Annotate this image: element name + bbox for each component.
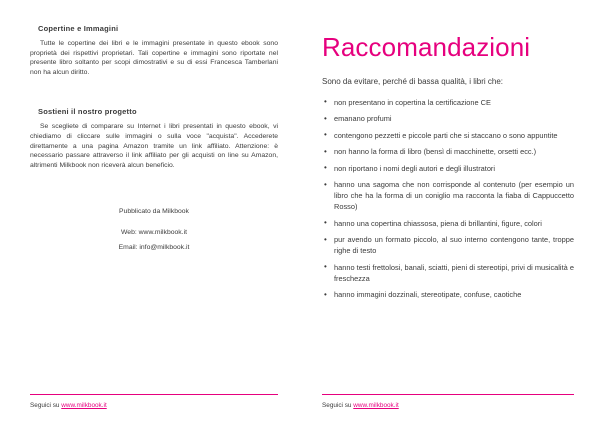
footer-link-left[interactable]: www.milkbook.it [61, 402, 107, 409]
left-footer [0, 394, 300, 409]
footer-prefix-left: Seguici su [30, 402, 62, 409]
publisher-line: Pubblicato da Milkbook [119, 208, 189, 216]
list-item: • non hanno la forma di libro (bensì di macchinette, orsetti ecc.) [322, 146, 574, 157]
spacer [30, 174, 278, 194]
spacer [30, 81, 278, 101]
footer-link-right[interactable]: www.milkbook.it [353, 402, 399, 409]
list-item: • hanno testi frettolosi, banali, sciatti, pieni di stereotipi, privi di musicalità e freschezza [322, 262, 574, 284]
footer-prefix-right: Seguici su [322, 402, 354, 409]
page-title: Raccomandazioni [322, 32, 531, 62]
list-item: • hanno immagini dozzinali, stereotipate, confuse, caotiche [322, 289, 574, 300]
list-item: • hanno una sagoma che non corrisponde al contenuto (per esempio un libro che ha la forma di un coniglio ma racconta la fiaba di Cappuccetto Rosso) [322, 179, 574, 212]
section-heading-sostieni: Sostieni il nostro progetto [38, 107, 137, 117]
section-paragraph-sostieni: Se scegliete di comparare su Internet i libri presentati in questo ebook, vi chiediamo di cliccare sulle immagini o sulla voce "acquista". Accederete direttamente a una pagina Amazon tramite un link affiliato. Attenzione: è necessario passare attraverso il link affiliato per gli acquisti on line su Amazon, altrimenti Milkbook non riceverà alcun beneficio. [30, 123, 278, 169]
list-item: • hanno una copertina chiassosa, piena di brillantini, figure, colori [322, 218, 574, 229]
right-page [300, 0, 600, 425]
spacer [30, 194, 278, 206]
list-item: • pur avendo un formato piccolo, al suo interno contengono tante, troppe righe di testo [322, 234, 574, 256]
footer-text-right [322, 402, 574, 409]
spacer [30, 217, 278, 227]
list-item: • contengono pezzetti e piccole parti che si staccano o sono appuntite [322, 130, 574, 141]
section-heading-copertine: Copertine e Immagini [38, 24, 119, 33]
list-item: • emanano profumi [322, 113, 574, 124]
section-paragraph-copertine: Tutte le copertine dei libri e le immagini presentate in questo ebook sono proprietà dei rispettivi proprietari. Tali copertine e immagini sono riportate nel presente libro soltanto per scopi dimostrativi e su di essi Francesca Tamberlani non ha alcun diritto. [30, 40, 278, 76]
right-footer [300, 394, 600, 409]
recommendations-list [322, 97, 574, 301]
list-item: • non riportano i nomi degli autori e degli illustratori [322, 163, 574, 174]
list-item: • non presentano in copertina la certificazione CE [322, 97, 574, 108]
website-line: Web: www.milkbook.it [121, 229, 187, 237]
intro-paragraph: Sono da evitare, perché di bassa qualità, i libri che: [322, 77, 503, 86]
footer-divider [322, 394, 574, 395]
footer-text-left [30, 402, 278, 409]
footer-divider [30, 394, 278, 395]
email-line: Email: info@milkbook.it [118, 244, 190, 252]
